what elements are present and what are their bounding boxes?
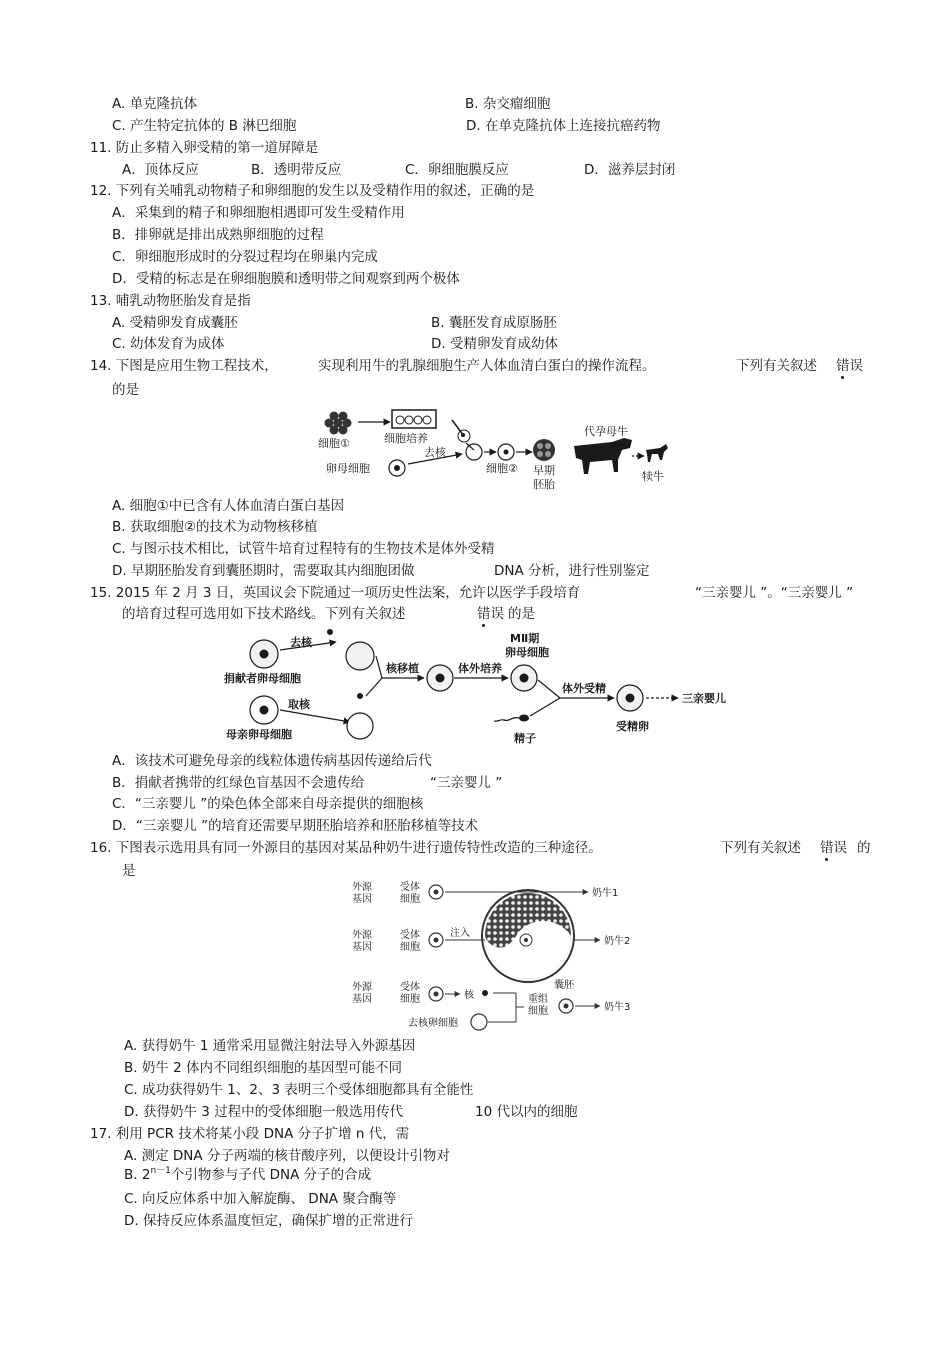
q15-stem-line2a: 的培育过程可选用如下技术路线。下列有关叙述 xyxy=(122,606,406,622)
early-embryo-icon xyxy=(533,439,555,461)
q14-option-d-part1: D. 早期胚胎发育到囊胚期时，需要取其内细胞团做 xyxy=(112,563,415,579)
fig14-label-calf: 犊牛 xyxy=(642,470,664,483)
fig15-label-mii1: MⅡ期 xyxy=(510,632,540,645)
q16-stem-wrong xyxy=(820,839,871,857)
fig16-row2-rec1: 受体 xyxy=(400,930,420,941)
reconstructed-cell-icon xyxy=(498,444,514,460)
q14-figure xyxy=(312,398,672,494)
enucleated-egg-icon xyxy=(466,444,482,460)
q15-option-a: A．该技术可避免母亲的线粒体遗传病基因传递给后代 xyxy=(112,753,432,769)
q14-stem-line2: 的是 xyxy=(112,382,139,398)
fig16-label-cow1: 奶牛1 xyxy=(592,888,619,899)
q15-stem-line2b: 的是 xyxy=(508,606,535,622)
q11-option-d: D．滋养层封闭 xyxy=(584,162,676,178)
q16-option-c: C. 成功获得奶牛 1、2、3 表明三个受体细胞都具有全能性 xyxy=(124,1082,474,1098)
q16-stem-part1: 16. 下图表示选用具有同一外源目的基因对某品种奶牛进行遗传特性改造的三种途径。 xyxy=(90,840,602,856)
q11-option-a: A．顶体反应 xyxy=(122,162,199,178)
fig16-label-recomb1: 重组 xyxy=(528,994,548,1005)
fig15-label-in-vitro-culture: 体外培养 xyxy=(458,662,502,675)
q14-option-b: B. 获取细胞②的技术为动物核移植 xyxy=(112,519,318,535)
mii-oocyte-icon xyxy=(511,665,537,691)
q17-option-b xyxy=(124,1166,371,1184)
q17-option-b-exponent: n－1 xyxy=(150,1166,171,1176)
fig15-label-take-nucleus: 取核 xyxy=(288,698,310,711)
q13-option-d: D. 受精卵发育成幼体 xyxy=(431,336,558,352)
q15-option-b-part1: B．捐献者携带的红绿色盲基因不会遗传给 xyxy=(112,775,365,791)
q15-option-b-part2: “三亲婴儿 ” xyxy=(430,775,503,791)
fig15-label-mii2: 卵母细胞 xyxy=(505,646,549,659)
q12-stem: 12. 下列有关哺乳动物精子和卵细胞的发生以及受精作用的叙述，正确的是 xyxy=(90,183,535,199)
enucleated-donor-egg-icon xyxy=(346,642,374,670)
fig15-label-enucleate: 去核 xyxy=(290,636,312,649)
fig15-label-donor: 捐献者卵母细胞 xyxy=(224,672,301,685)
fig15-label-nuclear-transfer: 核移植 xyxy=(386,662,419,675)
q17-option-b-prefix: B. 2 xyxy=(124,1167,151,1183)
q15-emphasis-char1: 错 xyxy=(477,606,491,622)
reconstructed-cell-icon xyxy=(559,999,573,1013)
q13-option-a: A. 受精卵发育成囊胚 xyxy=(112,315,238,331)
fig16-label-nucleus: 核 xyxy=(464,990,474,1001)
culture-dish-icon xyxy=(392,410,436,428)
fig16-row2-exo1: 外源 xyxy=(352,930,372,941)
q12-option-d: D．受精的标志是在卵细胞膜和透明带之间观察到两个极体 xyxy=(112,271,460,287)
q15-emphasis-char2: 误 xyxy=(490,606,504,622)
q16-option-d-part1: D. 获得奶牛 3 过程中的受体细胞一般选用传代 xyxy=(124,1104,404,1120)
oocyte-icon xyxy=(389,460,405,476)
fig16-label-blastocyst: 囊胚 xyxy=(554,980,574,991)
reconstructed-egg-icon xyxy=(427,665,453,691)
q14-emphasis-char2: 误 xyxy=(849,358,863,374)
q12-option-b: B．排卵就是排出成熟卵细胞的过程 xyxy=(112,227,324,243)
q15-option-c: C．“三亲婴儿 ”的染色体全部来自母亲提供的细胞核 xyxy=(112,796,424,812)
fig14-label-enucleate: 去核 xyxy=(424,446,446,459)
q14-option-c: C. 与图示技术相比，试管牛培育过程特有的生物技术是体外受精 xyxy=(112,541,495,557)
fig16-row2-rec2: 细胞 xyxy=(400,942,420,953)
fig16-label-cow2: 奶牛2 xyxy=(604,936,631,947)
sperm-icon xyxy=(494,715,529,722)
q15-figure xyxy=(220,624,740,748)
q12-option-a: A．采集到的精子和卵细胞相遇即可发生受精作用 xyxy=(112,205,405,221)
q12-option-c: C．卵细胞形成时的分裂过程均在卵巢内完成 xyxy=(112,249,378,265)
q10-option-c: C. 产生特定抗体的 B 淋巴细胞 xyxy=(112,118,297,134)
fig16-row3-rec2: 细胞 xyxy=(400,994,420,1005)
q15-stem-part1: 15. 2015 年 2 月 3 日，英国议会下院通过一项历史性法案，允许以医学手段培育 xyxy=(90,585,581,601)
calf-icon xyxy=(646,444,668,462)
q16-figure xyxy=(348,876,638,1032)
fig14-label-cell2: 细胞② xyxy=(486,462,518,475)
fig16-label-enucleated-egg: 去核卵细胞 xyxy=(408,1018,458,1029)
fig14-label-oocyte: 卵母细胞 xyxy=(326,462,370,475)
fig16-label-recomb2: 细胞 xyxy=(528,1006,548,1017)
fig16-label-inject: 注入 xyxy=(450,928,470,939)
q14-stem-part1: 14. 下图是应用生物工程技术， xyxy=(90,358,278,374)
q10-option-d: D. 在单克隆抗体上连接抗癌药物 xyxy=(466,118,661,134)
q17-option-a: A. 测定 DNA 分子两端的核苷酸序列，以便设计引物对 xyxy=(124,1148,450,1164)
fig16-row3-exo1: 外源 xyxy=(352,982,372,993)
fig16-row3-exo2: 基因 xyxy=(352,994,372,1005)
q17-option-b-suffix: 个引物参与子代 DNA 分子的合成 xyxy=(170,1167,372,1183)
q13-option-b: B. 囊胚发育成原肠胚 xyxy=(431,315,557,331)
enucleated-mother-egg-icon xyxy=(347,713,373,739)
q16-stem-part3: 的 xyxy=(857,840,871,856)
q11-option-b: B．透明带反应 xyxy=(251,162,342,178)
q17-option-c: C. 向反应体系中加入解旋酶、 DNA 聚合酶等 xyxy=(124,1191,397,1207)
q14-stem-part2: 实现利用牛的乳腺细胞生产人体血清白蛋白的操作流程。 xyxy=(318,358,656,374)
q14-stem-wrong xyxy=(836,357,863,375)
fig16-row3-rec1: 受体 xyxy=(400,982,420,993)
fig14-label-surrogate: 代孕母牛 xyxy=(584,425,628,438)
blastocyst-icon xyxy=(482,890,574,982)
fig15-label-zygote: 受精卵 xyxy=(616,720,649,733)
q13-stem: 13. 哺乳动物胚胎发育是指 xyxy=(90,293,251,309)
q14-emphasis-char1: 错 xyxy=(836,358,850,374)
mother-oocyte-icon xyxy=(250,696,278,724)
fig16-row1-exo2: 基因 xyxy=(352,894,372,905)
fig16-row1-exo1: 外源 xyxy=(352,882,372,893)
q15-option-d: D．“三亲婴儿 ”的培育还需要早期胚胎培养和胚胎移植等技术 xyxy=(112,818,479,834)
donor-oocyte-icon xyxy=(250,640,278,668)
fig15-label-sperm: 精子 xyxy=(514,732,536,745)
q11-stem: 11. 防止多精入卵受精的第一道屏障是 xyxy=(90,140,319,156)
receptor-cell-icon xyxy=(429,933,443,947)
zygote-icon xyxy=(617,685,643,711)
pipette-icon xyxy=(452,420,470,442)
fig16-label-cow3: 奶牛3 xyxy=(604,1002,631,1013)
cow-icon xyxy=(574,438,632,474)
q17-option-d: D. 保持反应体系温度恒定，确保扩增的正常进行 xyxy=(124,1213,413,1229)
mother-nucleus-icon xyxy=(357,693,363,699)
donor-nucleus-icon xyxy=(482,990,488,996)
receptor-cell-icon xyxy=(429,987,443,1001)
fig16-row1-rec2: 细胞 xyxy=(400,894,420,905)
q14-option-a: A. 细胞①中已含有人体血清白蛋白基因 xyxy=(112,498,345,514)
q16-option-b: B. 奶牛 2 体内不同组织细胞的基因型可能不同 xyxy=(124,1060,403,1076)
q15-stem-wrong xyxy=(477,605,535,623)
q16-option-d-part2: 10 代以内的细胞 xyxy=(475,1104,578,1120)
fig14-label-cell1: 细胞① xyxy=(318,437,350,450)
removed-nucleus-icon xyxy=(327,629,333,635)
fig14-label-early1: 早期 xyxy=(533,464,555,477)
fig16-row2-exo2: 基因 xyxy=(352,942,372,953)
enucleated-egg-icon xyxy=(471,1014,487,1030)
q13-option-c: C. 幼体发育为成体 xyxy=(112,336,225,352)
fig14-label-early2: 胚胎 xyxy=(533,478,555,491)
q16-stem-line2: 是 xyxy=(122,863,136,879)
q17-stem: 17. 利用 PCR 技术将某小段 DNA 分子扩增 n 代，需 xyxy=(90,1126,410,1142)
receptor-cell-icon xyxy=(429,885,443,899)
q14-option-d-part2: DNA 分析，进行性别鉴定 xyxy=(494,563,650,579)
q10-option-b: B. 杂交瘤细胞 xyxy=(465,96,551,112)
cell-cluster-icon xyxy=(325,412,352,435)
fig15-label-mother: 母亲卵母细胞 xyxy=(226,728,292,741)
q11-option-c: C．卵细胞膜反应 xyxy=(405,162,509,178)
fig15-label-baby: 三亲婴儿 xyxy=(682,692,726,705)
q15-stem-part2: “三亲婴儿 ”。“三亲婴儿 ” xyxy=(695,585,854,601)
q14-stem-part3: 下列有关叙述 xyxy=(736,358,817,374)
fig16-row1-rec1: 受体 xyxy=(400,882,420,893)
q16-option-a: A. 获得奶牛 1 通常采用显微注射法导入外源基因 xyxy=(124,1038,416,1054)
q16-emphasis-char1: 错 xyxy=(820,840,834,856)
fig15-label-in-vitro-fert: 体外受精 xyxy=(562,682,606,695)
q16-stem-part2: 下列有关叙述 xyxy=(720,840,801,856)
fig14-label-culture: 细胞培养 xyxy=(384,432,428,445)
q10-option-a: A. 单克隆抗体 xyxy=(112,96,198,112)
q16-emphasis-char2: 误 xyxy=(833,840,847,856)
